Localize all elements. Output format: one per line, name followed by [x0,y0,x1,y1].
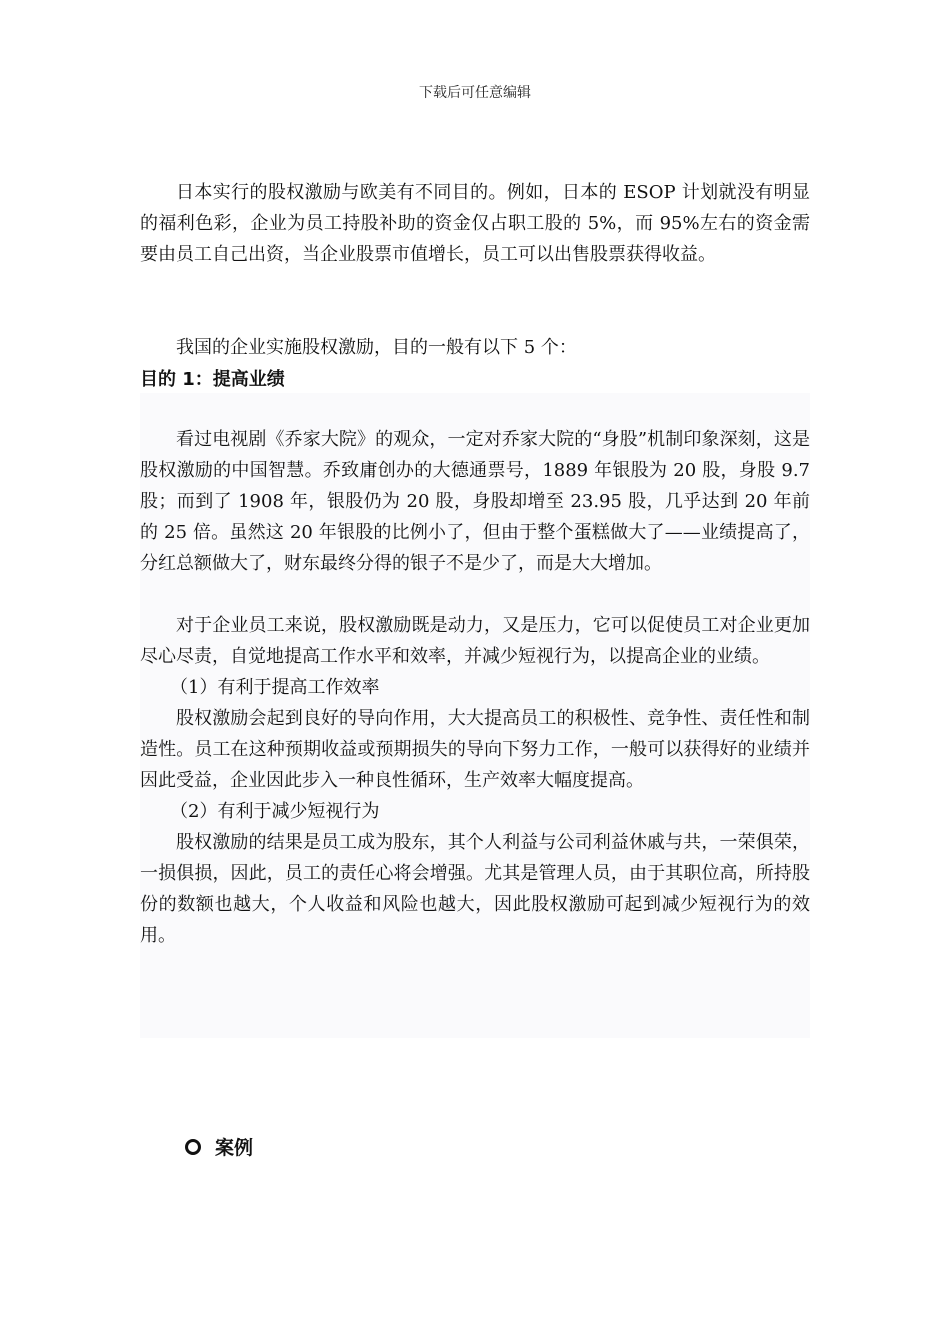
goals-intro-paragraph: 我国的企业实施股权激励，目的一般有以下 5 个： [176,337,577,358]
subsection-2-text: 股权激励的结果是员工成为股东，其个人利益与公司利益休戚与共，一荣俱荣，一损俱损，因此，员工的责任心将会增强。尤其是管理人员，由于其职位高，所持股份的数额也越大，个人收益和风险也越大，因此股权激励可起到减少短视行为的效用。 [140,832,810,946]
subsection-1-title: （1）有利于提高工作效率 [170,677,380,698]
intro-paragraph: 日本实行的股权激励与欧美有不同目的。例如，日本的 ESOP 计划就没有明显的福利色彩，企业为员工持股补助的资金仅占职工股的 5%，而 95%左右的资金需要由员工自己出资，当企业股票市值增长，员工可以出售股票获得收益。 [140,182,810,265]
subsection-1-text: 股权激励会起到良好的导向作用，大大提高员工的积极性、竞争性、责任性和制造性。员工在这种预期收益或预期损失的导向下努力工作，一般可以获得好的业绩并因此受益，企业因此步入一种良性循环，生产效率大幅度提高。 [140,708,810,791]
case-section [185,1133,253,1160]
goals-intro [140,332,810,363]
goal-1-heading: 目的 1：提高业绩 [140,369,285,390]
circle-bullet-icon [185,1139,201,1155]
goal-1-content [140,393,810,1038]
qiao-story-paragraph: 看过电视剧《乔家大院》的观众，一定对乔家大院的“身股”机制印象深刻，这是股权激励的中国智慧。乔致庸创办的大德通票号，1889 年银股为 20 股，身股 9.7 股；而到了 1908 年，银股仍为 20 股，身股却增至 23.95 股，几乎达到 20 年前的 25 倍。虽然这 20 年银股的比例小了，但由于整个蛋糕做大了——业绩提高了，分红总额做大了，财东最终分得的银子不是少了，而是大大增加。 [140,429,810,574]
page-header: 下载后可任意编辑 [419,85,531,101]
motivation-paragraph: 对于企业员工来说，股权激励既是动力，又是压力，它可以促使员工对企业更加尽心尽责，自觉地提高工作水平和效率，并减少短视行为，以提高企业的业绩。 [140,615,810,667]
case-label: 案例 [215,1137,254,1159]
intro-section [140,177,810,270]
subsection-2-title: （2）有利于减少短视行为 [170,801,380,822]
